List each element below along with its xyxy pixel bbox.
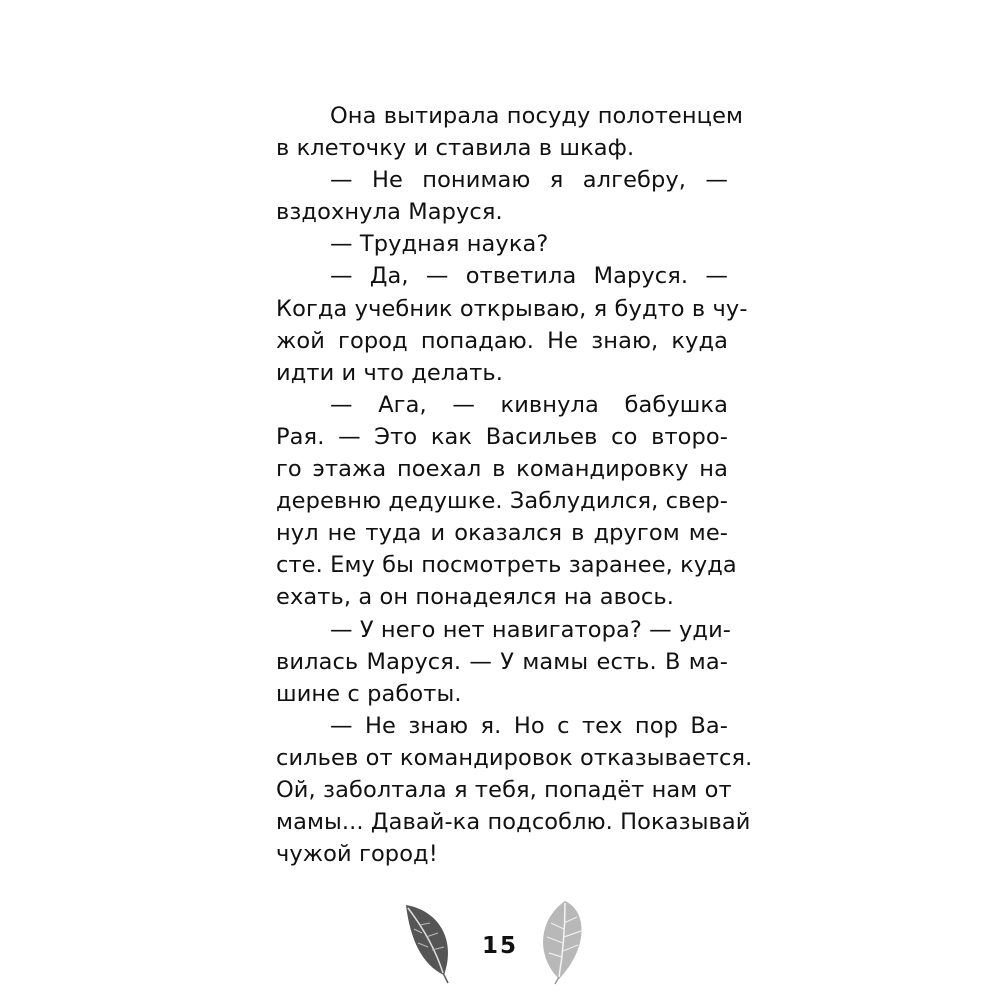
text-line: ехать, а он понадеялся на авось.	[276, 584, 674, 611]
page-footer	[0, 895, 1000, 985]
text-line: вилась Маруся. — У мамы есть. В ма-	[276, 648, 728, 675]
text-line: шине с работы.	[276, 680, 462, 707]
text-line: Когда учебник открываю, я будто в чу-	[276, 295, 748, 322]
page-number: 15	[481, 933, 518, 959]
text-line: — Да, — ответила Маруся. —	[330, 263, 728, 290]
text-line: деревню дедушке. Заблудился, свер-	[276, 488, 729, 515]
text-line: в клеточку и ставила в шкаф.	[276, 135, 635, 162]
text-line: го этажа поехал в командировку на	[276, 456, 728, 483]
text-line: Она вытирала посуду полотенцем	[330, 103, 744, 129]
text-line: мамы... Давай-ка подсоблю. Показывай	[276, 809, 751, 836]
text-line: — Трудная наука?	[330, 231, 549, 258]
text-line: сильев от командировок отказывается.	[276, 744, 753, 771]
dark-leaf-icon	[400, 895, 470, 985]
text-line: Рая. — Это как Васильев со второ-	[276, 423, 728, 450]
text-line: — Не понимаю я алгебру, —	[330, 167, 728, 194]
text-line: сте. Ему бы посмотреть заранее, куда	[276, 552, 737, 579]
text-line: нул не туда и оказался в другом ме-	[276, 520, 728, 547]
text-line: — Не знаю я. Но с тех пор Ва-	[330, 712, 728, 739]
text-line: идти и что делать.	[276, 359, 504, 386]
text-line: — Ага, — кивнула бабушка	[330, 391, 728, 418]
text-line: жой город попадаю. Не знаю, куда	[276, 327, 728, 354]
text-line: Ой, заболтала я тебя, попадёт нам от	[276, 776, 732, 803]
text-line: вздохнула Маруся.	[276, 199, 503, 226]
book-text	[276, 100, 753, 870]
text-line: чужой город!	[276, 841, 438, 868]
light-leaf-icon	[525, 895, 605, 985]
text-line: — У него нет навигатора? — уди-	[330, 616, 732, 643]
